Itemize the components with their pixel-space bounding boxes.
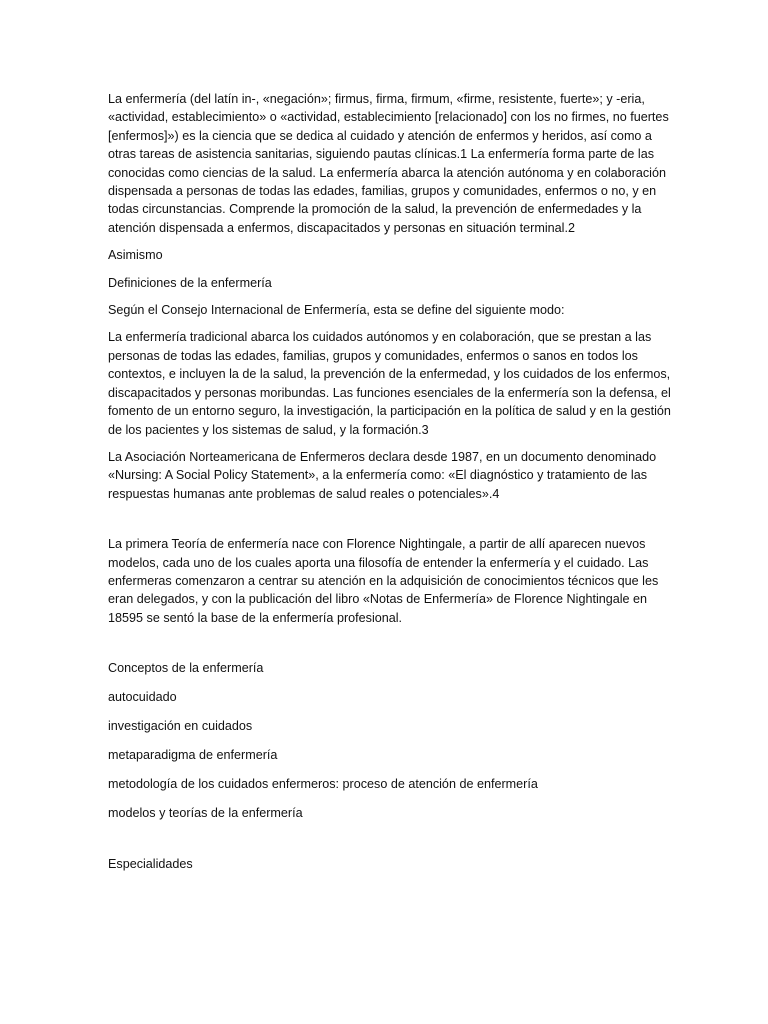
- tradicional-paragraph: La enfermería tradicional abarca los cuidados autónomos y en colaboración, que se prestan a las personas de todas las edades, familias, grupos y comunidades, enfermos o sanos en todos los contextos, e incluyen la de la salud, la prevención de la enfermedad, y los cuidados de los enfermos, discapacitados y personas moribundas. Las funciones esenciales de la enfermería son la defensa, el fomento de un entorno seguro, la investigación, la participación en la política de salud y en la gestión de los pacientes y los sistemas de salud, y la formación.3: [108, 330, 671, 437]
- definiciones-heading: Definiciones de la enfermería: [108, 275, 272, 290]
- intro-paragraph: La enfermería (del latín in-, «negación»; firmus, firma, firmum, «firme, resistente, fuerte»; y -eria, «actividad, establecimiento» o «actividad, establecimiento [relacionado] con los no firmes, no fuertes [enfermos]») es la ciencia que se dedica al cuidado y atención de enfermos y heridos, así como a otras tareas de asistencia sanitarias, siguiendo pautas clínicas.1 La enfermería forma parte de las conocidas como ciencias de la salud. La enfermería abarca la atención autónoma y en colaboración dispensada a personas de todas las edades, familias, grupos y comunidades, enfermos o no, y en todas circunstancias. Comprende la promoción de la salud, la prevención de enfermedades y la atención dispensada a enfermos, discapacitados y personas en situación terminal.2: [108, 92, 669, 235]
- concepto-item: modelos y teorías de la enfermería: [108, 806, 303, 821]
- asimismo-paragraph: Asimismo: [108, 248, 163, 263]
- conceptos-section: [108, 659, 678, 822]
- concepto-item: autocuidado: [108, 690, 177, 705]
- asociacion-paragraph: La Asociación Norteamericana de Enfermeros declara desde 1987, en un documento denominado «Nursing: A Social Policy Statement», a la enfermería como: «El diagnóstico y tratamiento de las respuestas humanas ante problemas de salud reales o potenciales».4: [108, 449, 657, 501]
- concepto-item: metodología de los cuidados enfermeros: proceso de atención de enfermería: [108, 777, 538, 792]
- teoria-paragraph: La primera Teoría de enfermería nace con Florence Nightingale, a partir de allí aparecen nuevos modelos, cada uno de los cuales aporta una filosofía de entender la enfermería y el cuidado. Las enfermeras comenzaron a centrar su atención en la adquisición de conocimientos técnicos que les eran delegados, y con la publicación del libro «Notas de Enfermería» de Florence Nightingale en 18595 se sentó la base de la enfermería profesional.: [108, 537, 659, 625]
- especialidades-heading: Especialidades: [108, 856, 193, 871]
- concepto-item: metaparadigma de enfermería: [108, 748, 278, 763]
- concepto-item: investigación en cuidados: [108, 719, 253, 734]
- consejo-paragraph: Según el Consejo Internacional de Enfermería, esta se define del siguiente modo:: [108, 303, 565, 318]
- conceptos-heading: Conceptos de la enfermería: [108, 661, 264, 676]
